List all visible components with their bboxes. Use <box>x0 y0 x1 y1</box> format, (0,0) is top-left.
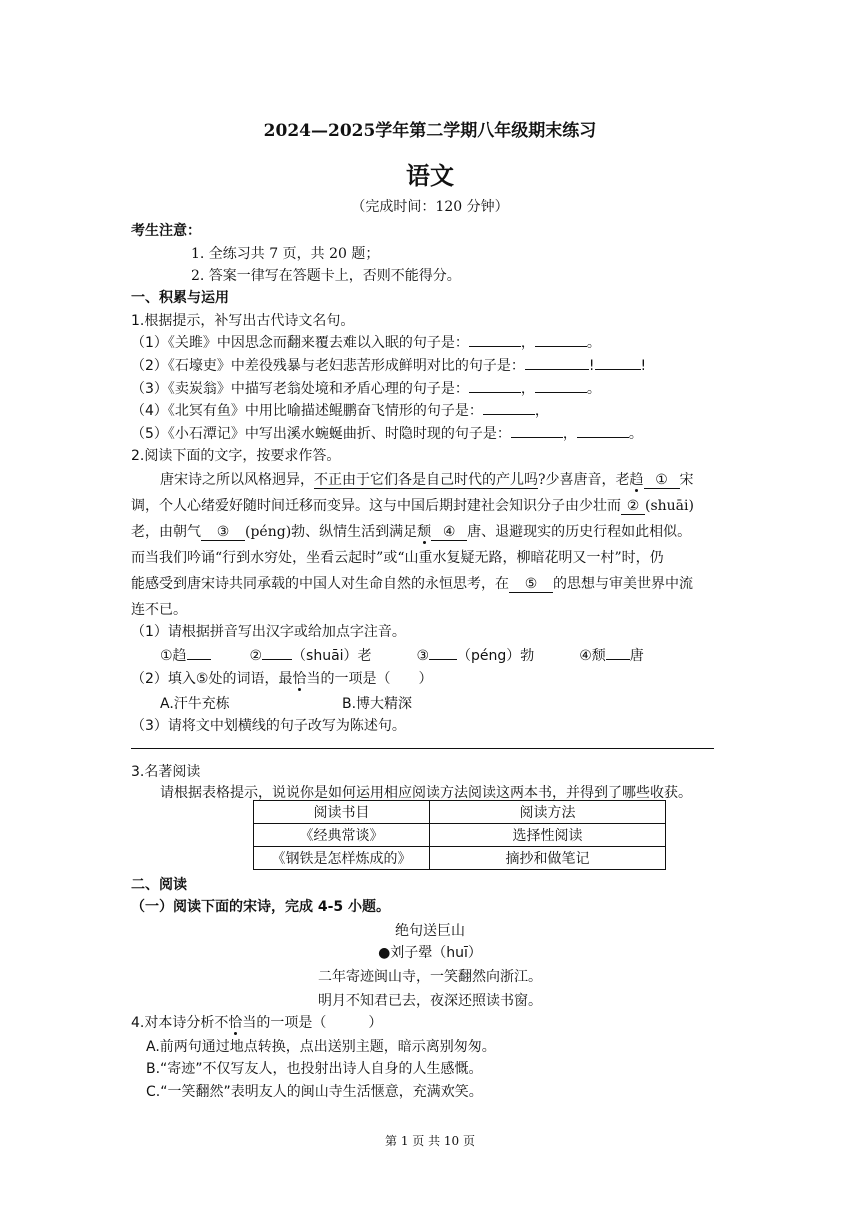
q2-option-a: A.汗牛充栋 <box>160 696 230 712</box>
section-2-heading: 二、阅读 <box>131 877 187 893</box>
answer-line <box>131 748 714 749</box>
passage-line-1: 唐宋诗之所以风格迥异，不正由于它们各是自己时代的产儿吗?少喜唐音，老趋 ① 宋 <box>160 472 694 488</box>
blank-5: ⑤ <box>509 576 553 593</box>
passage-line-4: 而当我们吟诵“行到水穷处，坐看云起时”或“山重水复疑无路，柳暗花明又一村”时，仍 <box>131 550 664 566</box>
q3-stem: 3.名著阅读 <box>131 764 201 780</box>
blank-3: ③ <box>201 524 245 541</box>
underlined-sentence: 不正由于它们各是自己时代的产儿吗 <box>314 472 538 488</box>
blank-1: ① <box>644 472 680 489</box>
q2-sub-1-items: ①趋 ② （shuāi）老 ③ （péng）勃 ④颓 唐 <box>160 645 644 665</box>
table-cell: 《经典常谈》 <box>254 824 430 847</box>
q1-part-1: （1）《关雎》中因思念而翻来覆去难以入眠的句子是： ， 。 <box>131 332 601 352</box>
q1-part-3: （3）《卖炭翁》中描写老翁处境和矛盾心理的句子是： ， 。 <box>131 378 601 398</box>
poem-author: ●刘子翚（huī） <box>378 945 482 961</box>
poem-title: 绝句送巨山 <box>395 923 465 939</box>
blank-4: ④ <box>431 524 467 541</box>
q4-option-c: C.“一笑翻然”表明友人的闽山寺生活惬意，充满欢笑。 <box>146 1084 483 1100</box>
q2-sub-2: （2）填入⑤处的词语，最恰当的一项是（ ） <box>131 671 433 687</box>
time-note: （完成时间：120 分钟） <box>351 199 509 215</box>
q2-option-b: B.博大精深 <box>342 696 413 712</box>
q2-sub-3: （3）请将文中划横线的句子改写为陈述句。 <box>131 718 406 734</box>
q4-option-a: A.前两句通过地点转换，点出送别主题，暗示离别匆匆。 <box>146 1039 496 1055</box>
poem-line-1: 二年寄迹闽山寺，一笑翻然向浙江。 <box>318 969 542 985</box>
table-header-row <box>254 801 666 824</box>
q2-sub-1: （1）请根据拼音写出汉字或给加点字注音。 <box>131 624 406 640</box>
passage-line-2: 调，个人心绪爱好随时间迁移而变异。这与中国后期封建社会知识分子由少壮而 ② (shuāi) <box>131 498 694 514</box>
section-2-sub: （一）阅读下面的宋诗，完成 4-5 小题。 <box>131 899 391 915</box>
page-footer: 第 1 页 共 10 页 <box>385 1134 475 1148</box>
table-row <box>254 824 666 847</box>
poem-line-2: 明月不知君已去，夜深还照读书窗。 <box>318 993 542 1009</box>
table-header: 阅读方法 <box>430 801 666 824</box>
passage-line-3: 老，由朝气 ③ (péng)勃、纵情生活到满足颓 ④ 唐、退避现实的历史行程如此相似。 <box>131 524 692 540</box>
blank-2: ② <box>621 498 645 515</box>
q1-part-4: （4）《北冥有鱼》中用比喻描述鲲鹏奋飞情形的句子是： ， <box>131 400 549 420</box>
notice-heading: 考生注意： <box>131 223 201 239</box>
table-row <box>254 847 666 870</box>
q2-stem: 2.阅读下面的文字，按要求作答。 <box>131 448 341 464</box>
table-cell: 《钢铁是怎样炼成的》 <box>254 847 430 870</box>
q1-part-5: （5）《小石潭记》中写出溪水蜿蜒曲折、时隐时现的句子是： ， 。 <box>131 423 643 443</box>
q1-stem: 1.根据提示，补写出古代诗文名句。 <box>131 313 355 329</box>
table-cell: 摘抄和做笔记 <box>430 847 666 870</box>
exam-title: 2024—2025学年第二学期八年级期末练习 <box>263 121 597 141</box>
q4-stem: 4.对本诗分析不恰当的一项是（ ） <box>131 1015 383 1031</box>
q3-intro: 请根据表格提示，说说你是如何运用相应阅读方法阅读这两本书，并得到了哪些收获。 <box>160 785 692 801</box>
table-cell: 选择性阅读 <box>430 824 666 847</box>
notice-item-1: 1. 全练习共 7 页，共 20 题； <box>191 246 380 262</box>
section-1-heading: 一、积累与运用 <box>131 290 229 306</box>
table-header: 阅读书目 <box>254 801 430 824</box>
q1-part-2: （2）《石壕吏》中差役残暴与老妇悲苦形成鲜明对比的句子是： ! ! <box>131 355 646 375</box>
passage-line-6: 连不已。 <box>131 602 187 618</box>
q4-option-b: B.“寄迹”不仅写友人，也投射出诗人自身的人生感慨。 <box>146 1061 483 1077</box>
reading-table <box>253 800 666 870</box>
notice-item-2: 2. 答案一律写在答题卡上，否则不能得分。 <box>191 268 461 284</box>
passage-line-5: 能感受到唐宋诗共同承载的中国人对生命自然的永恒思考，在 ⑤ 的思想与审美世界中流 <box>131 576 693 592</box>
subject-title: 语文 <box>406 161 454 190</box>
